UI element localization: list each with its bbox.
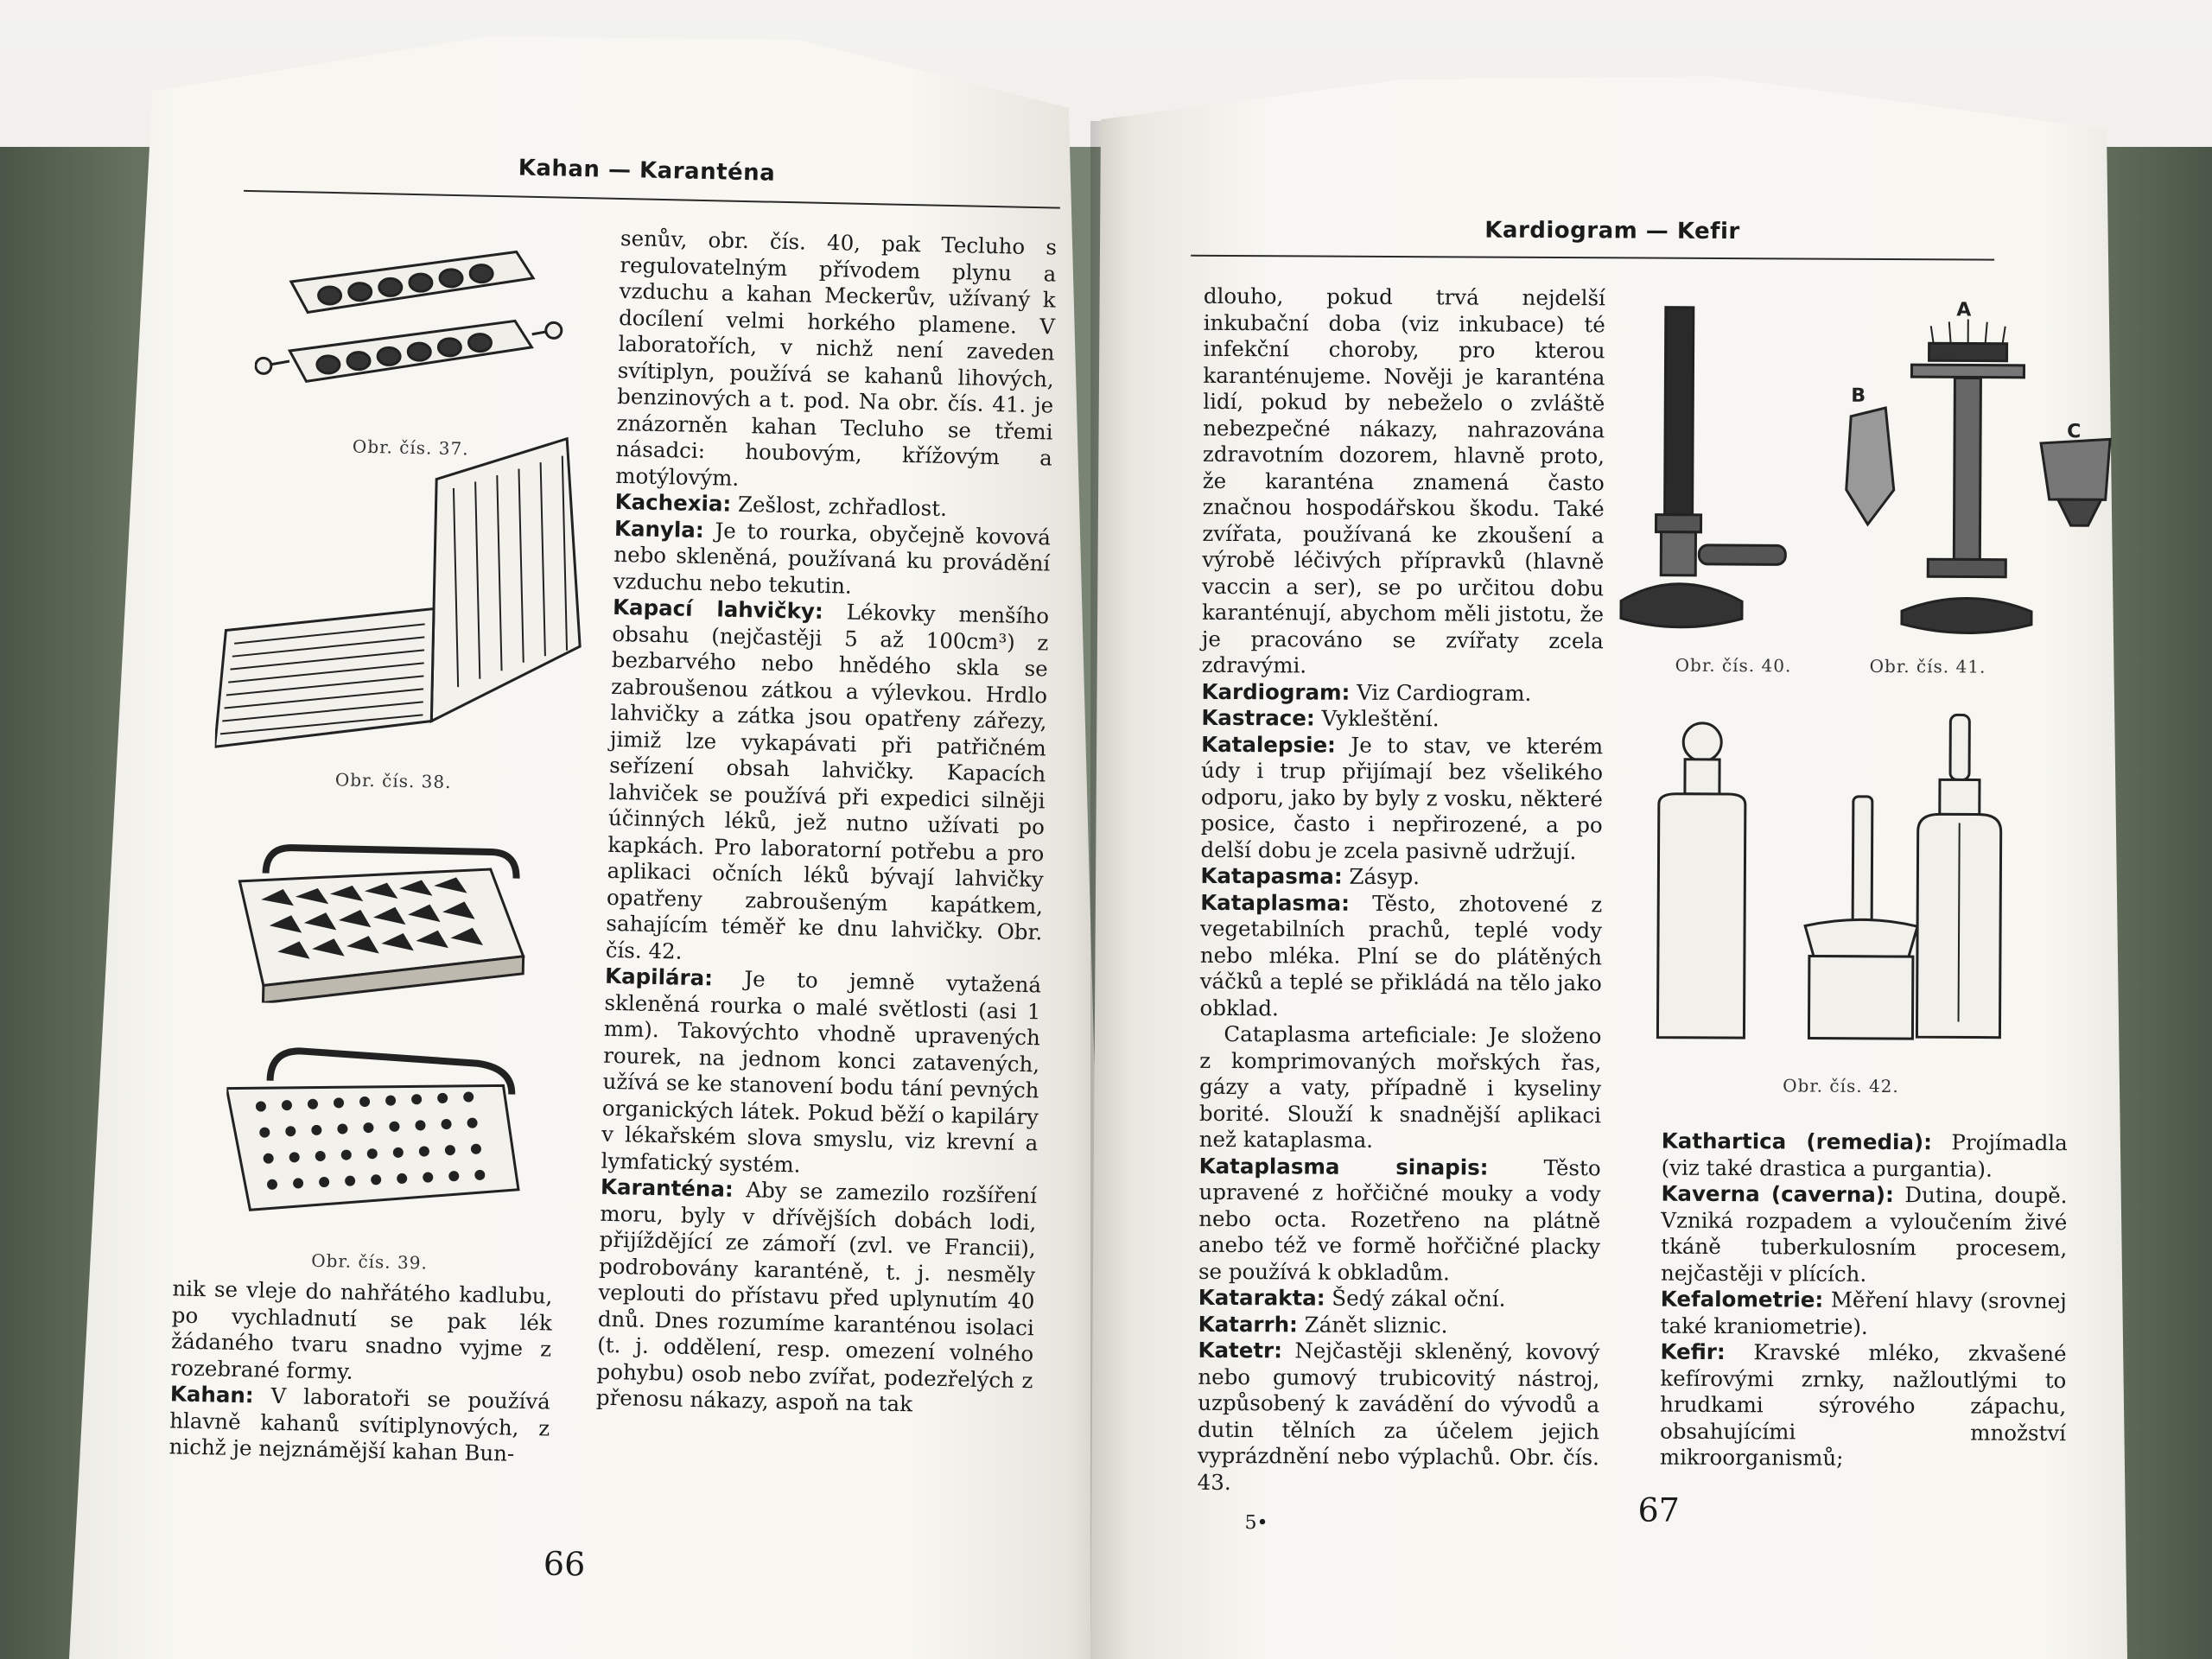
figure-41-teclu-burner-illustration (1833, 300, 2120, 639)
left-page-header: Kahan — Karanténa (518, 155, 776, 187)
entry-kathartica (1662, 1128, 2068, 1183)
right-page-left-column (1198, 283, 1605, 1497)
entry-term: Kefir: (1660, 1338, 1726, 1365)
entry-text: Aby se zamezilo rozšíření moru, byly v dřívějších dobách lodi, přijíždějící ze zámoří (zvl. ve Francii), podrobovány karanténě, t. j. nesměly veplouti do přístavu před uplynutím 40 dnů. Dnes rozumíme karanténou isolaci (t. j. oddělení, resp. omezení volného pohybu) osob nebo zvířat, podezřelých z přenosu nákazy, aspoň na tak (595, 1176, 1038, 1417)
entry-katarakta (1198, 1285, 1600, 1313)
entry-text: Zánět sliznic. (1297, 1311, 1448, 1338)
entry-term: Kahan: (169, 1381, 254, 1408)
entry-term: Kathartica (remedia): (1661, 1128, 1933, 1155)
entry-text: V laboratoři se používá hlavně kahanů svítiplynových, z nichž je nejznámější kahan Bun- (168, 1382, 551, 1466)
paragraph-text: Cataplasma arteficiale: Je složeno z komprimovaných mořských řas, gázy a vaty, případně i kyseliny borité. Slouží k snadnější aplikaci než kataplasma. (1198, 1020, 1602, 1153)
entry-katapasma (1200, 863, 1602, 892)
right-page-number: 67 (1637, 1491, 1681, 1529)
caption-fig-38: Obr. čís. 38. (334, 769, 452, 793)
text-paragraph-cataplasma (1199, 1021, 1602, 1155)
entry-term: Kataplasma sinapis: (1198, 1153, 1489, 1180)
caption-fig-41: Obr. čís. 41. (1869, 655, 1986, 677)
entry-term: Katetr: (1198, 1337, 1283, 1363)
entry-kastrace (1201, 705, 1603, 734)
entry-term: Kefalometrie: (1660, 1286, 1824, 1313)
printer-signature-mark: 5• (1244, 1512, 1268, 1535)
right-header-rule (1191, 255, 1994, 261)
paragraph-text: senův, obr. čís. 40, pak Tecluho s regulovatelným přívodem plynu a vzduchu a kahan Meckerův, užívaný k docílení velmi horkého plamene. V laboratořích, v nichž není zaveden svítiplyn, používá se kahanů lihových, benzinových a t. pod. Na obr. čís. 41. je znázorněn kahan Tecluho se třemi násadci: houbovým, křížovým a motýlovým. (615, 225, 1058, 491)
caption-fig-40: Obr. čís. 40. (1675, 654, 1792, 677)
entry-term: Kapilára: (604, 963, 714, 991)
caption-fig-39: Obr. čís. 39. (310, 1249, 429, 1274)
entry-term: Katarrh: (1198, 1311, 1298, 1337)
entry-term: Karanténa: (600, 1173, 734, 1202)
entry-kaverna (1661, 1181, 2068, 1288)
entry-text: Šedý zákal oční. (1325, 1285, 1506, 1312)
paragraph-text: nik se vleje do nahřátého kadlubu, po vychladnutí se pak lék žádaného tvaru snadno vyjme z rozebrané formy. (170, 1275, 553, 1384)
entry-text: Projímadla (viz také drastica a purgantia). (1661, 1129, 2068, 1182)
figure-label-a: A (1956, 299, 1972, 321)
entry-term: Kaverna (caverna): (1661, 1180, 1894, 1208)
figure-label-b: B (1851, 385, 1866, 407)
figure-label-c: C (2067, 421, 2082, 443)
entry-text: Vykleštění. (1314, 705, 1440, 732)
left-page-number: 66 (543, 1544, 586, 1584)
figure-40-bunsen-burner-illustration (1612, 298, 1821, 636)
entry-term: Kapací lahvičky: (612, 594, 823, 624)
entry-term: Katarakta: (1198, 1284, 1325, 1311)
paragraph-text: dlouho, pokud trvá nejdelší inkubační doba (viz inkubace) té infekční choroby, pro kterou karanténujeme. Nověji je karanténa lidí, pokud by nebeželo o zvláště nebezpečné nákazy, nahrazována zdravotním dozorem, hlavně proto, že karanténa znamená často značnou hospodářskou škodu. Také zvířata, používaná ke zkoušení a výrobě léčivých přípravků (hlavně vaccin a ser), se po určitou dobu karanténují, abychom měli jistotu, že je pracováno se zvířaty zcela zdravými. (1201, 283, 1605, 678)
entry-text: Kravské mléko, zkvašené kefírovými zrnky, nažloutlými to hrudkami sýrového zápachu, obsahujícími množství mikroorganismů; (1659, 1339, 2067, 1471)
entry-term: Kanyla: (613, 515, 704, 543)
entry-text: Nejčastěji skleněný, kovový nebo gumový trubicovitý nástroj, uzpůsobený k zavádění do vývodů a dutin tělních za účelem jejich vyprázdnění nebo výplachů. Obr. čís. 43. (1197, 1338, 1600, 1495)
entry-term: Kataplasma: (1200, 889, 1351, 916)
entry-text: Je to rourka, obyčejně kovová nebo skleněná, používaná ku provádění vzduchu nebo tekutin. (613, 517, 1052, 599)
entry-term: Katalepsie: (1201, 731, 1336, 758)
entry-text: Těsto, zhotovené z vegetabilních prachů, teplé vody nebo mléka. Plní se do plátěných váčků a teplé se přikládá na tělo jako obklad. (1199, 890, 1603, 1020)
caption-fig-42: Obr. čís. 42. (1783, 1075, 1899, 1097)
right-page-right-column (1660, 1128, 2068, 1473)
figure-42-dropper-bottles-illustration (1640, 709, 2056, 1058)
entry-text: Zešlost, zchřadlost. (730, 491, 948, 521)
entry-kefir (1660, 1339, 2067, 1473)
entry-kataplasma (1200, 889, 1603, 1023)
right-page-header: Kardiogram — Kefir (1484, 217, 1740, 245)
entry-text: Dutina, doupě. Vzniká rozpadem a vyloučením živé tkáně tuberkulosním procesem, nejčastěji v plících. (1660, 1182, 2068, 1287)
entry-katetr (1198, 1338, 1600, 1497)
entry-katarrh (1198, 1311, 1600, 1339)
entry-kefalometrie (1661, 1287, 2067, 1341)
entry-text: Měření hlavy (srovnej také kraniometrie). (1660, 1287, 2067, 1339)
entry-text: Lékovky menšího obsahu (nejčastěji 5 až 100cm³) z bezbarvého nebo hnědého skla se zabroušenou zátkou a výlevkou. Hrdlo lahvičky a zátka jsou opatřeny zářezy, jimiž lze vykapávati při patřičném seřízení obsah lahvičky. Kapacích lahviček se používá při expedici silněji účinných léků, jež nutno užívati po kapkách. Pro laboratorní potřebu a pro aplikaci očních léků bývají lahvičky opatřeny zabroušeným kapátkem, sahajícím téměř ke dnu lahvičky. Obr. čís. 42. (605, 598, 1050, 964)
caption-fig-37: Obr. čís. 37. (352, 435, 469, 460)
entry-term: Kastrace: (1201, 704, 1315, 731)
entry-kataplasma-sinapis (1198, 1153, 1601, 1287)
entry-term: Kardiogram: (1201, 678, 1351, 705)
entry-text: Je to jemně vytažená skleněná rourka o malé světlosti (asi 1 mm). Takovýchto vhodně upravených rourek, na jednom konci zatavených, užívá se ke stanovení bodu tání pevných organických látek. Pokud běží o kapiláry v lékařském slova smyslu, viz krevní a lymfatický systém. (601, 965, 1042, 1178)
entry-katalepsie (1200, 731, 1603, 865)
entry-term: Kachexia: (614, 488, 732, 517)
entry-text: Je to stav, ve kterém údy i trup přijímají bez všelikého odporu, jako by byly z vosku, některé posice, často i nepřirozené, a po delší dobu je zcela pasivně udržují. (1200, 732, 1604, 864)
entry-kardiogram (1201, 678, 1603, 707)
entry-term: Katapasma: (1200, 862, 1343, 889)
text-paragraph (1202, 283, 1605, 681)
entry-text: Těsto upravené z hořčičné mouky a vody nebo octa. Rozetřeno na plátně anebo též ve formě hořčičné placky se používá k obkladům. (1198, 1154, 1601, 1285)
entry-text: Zásyp. (1342, 863, 1421, 890)
entry-text: Viz Cardiogram. (1350, 679, 1532, 706)
